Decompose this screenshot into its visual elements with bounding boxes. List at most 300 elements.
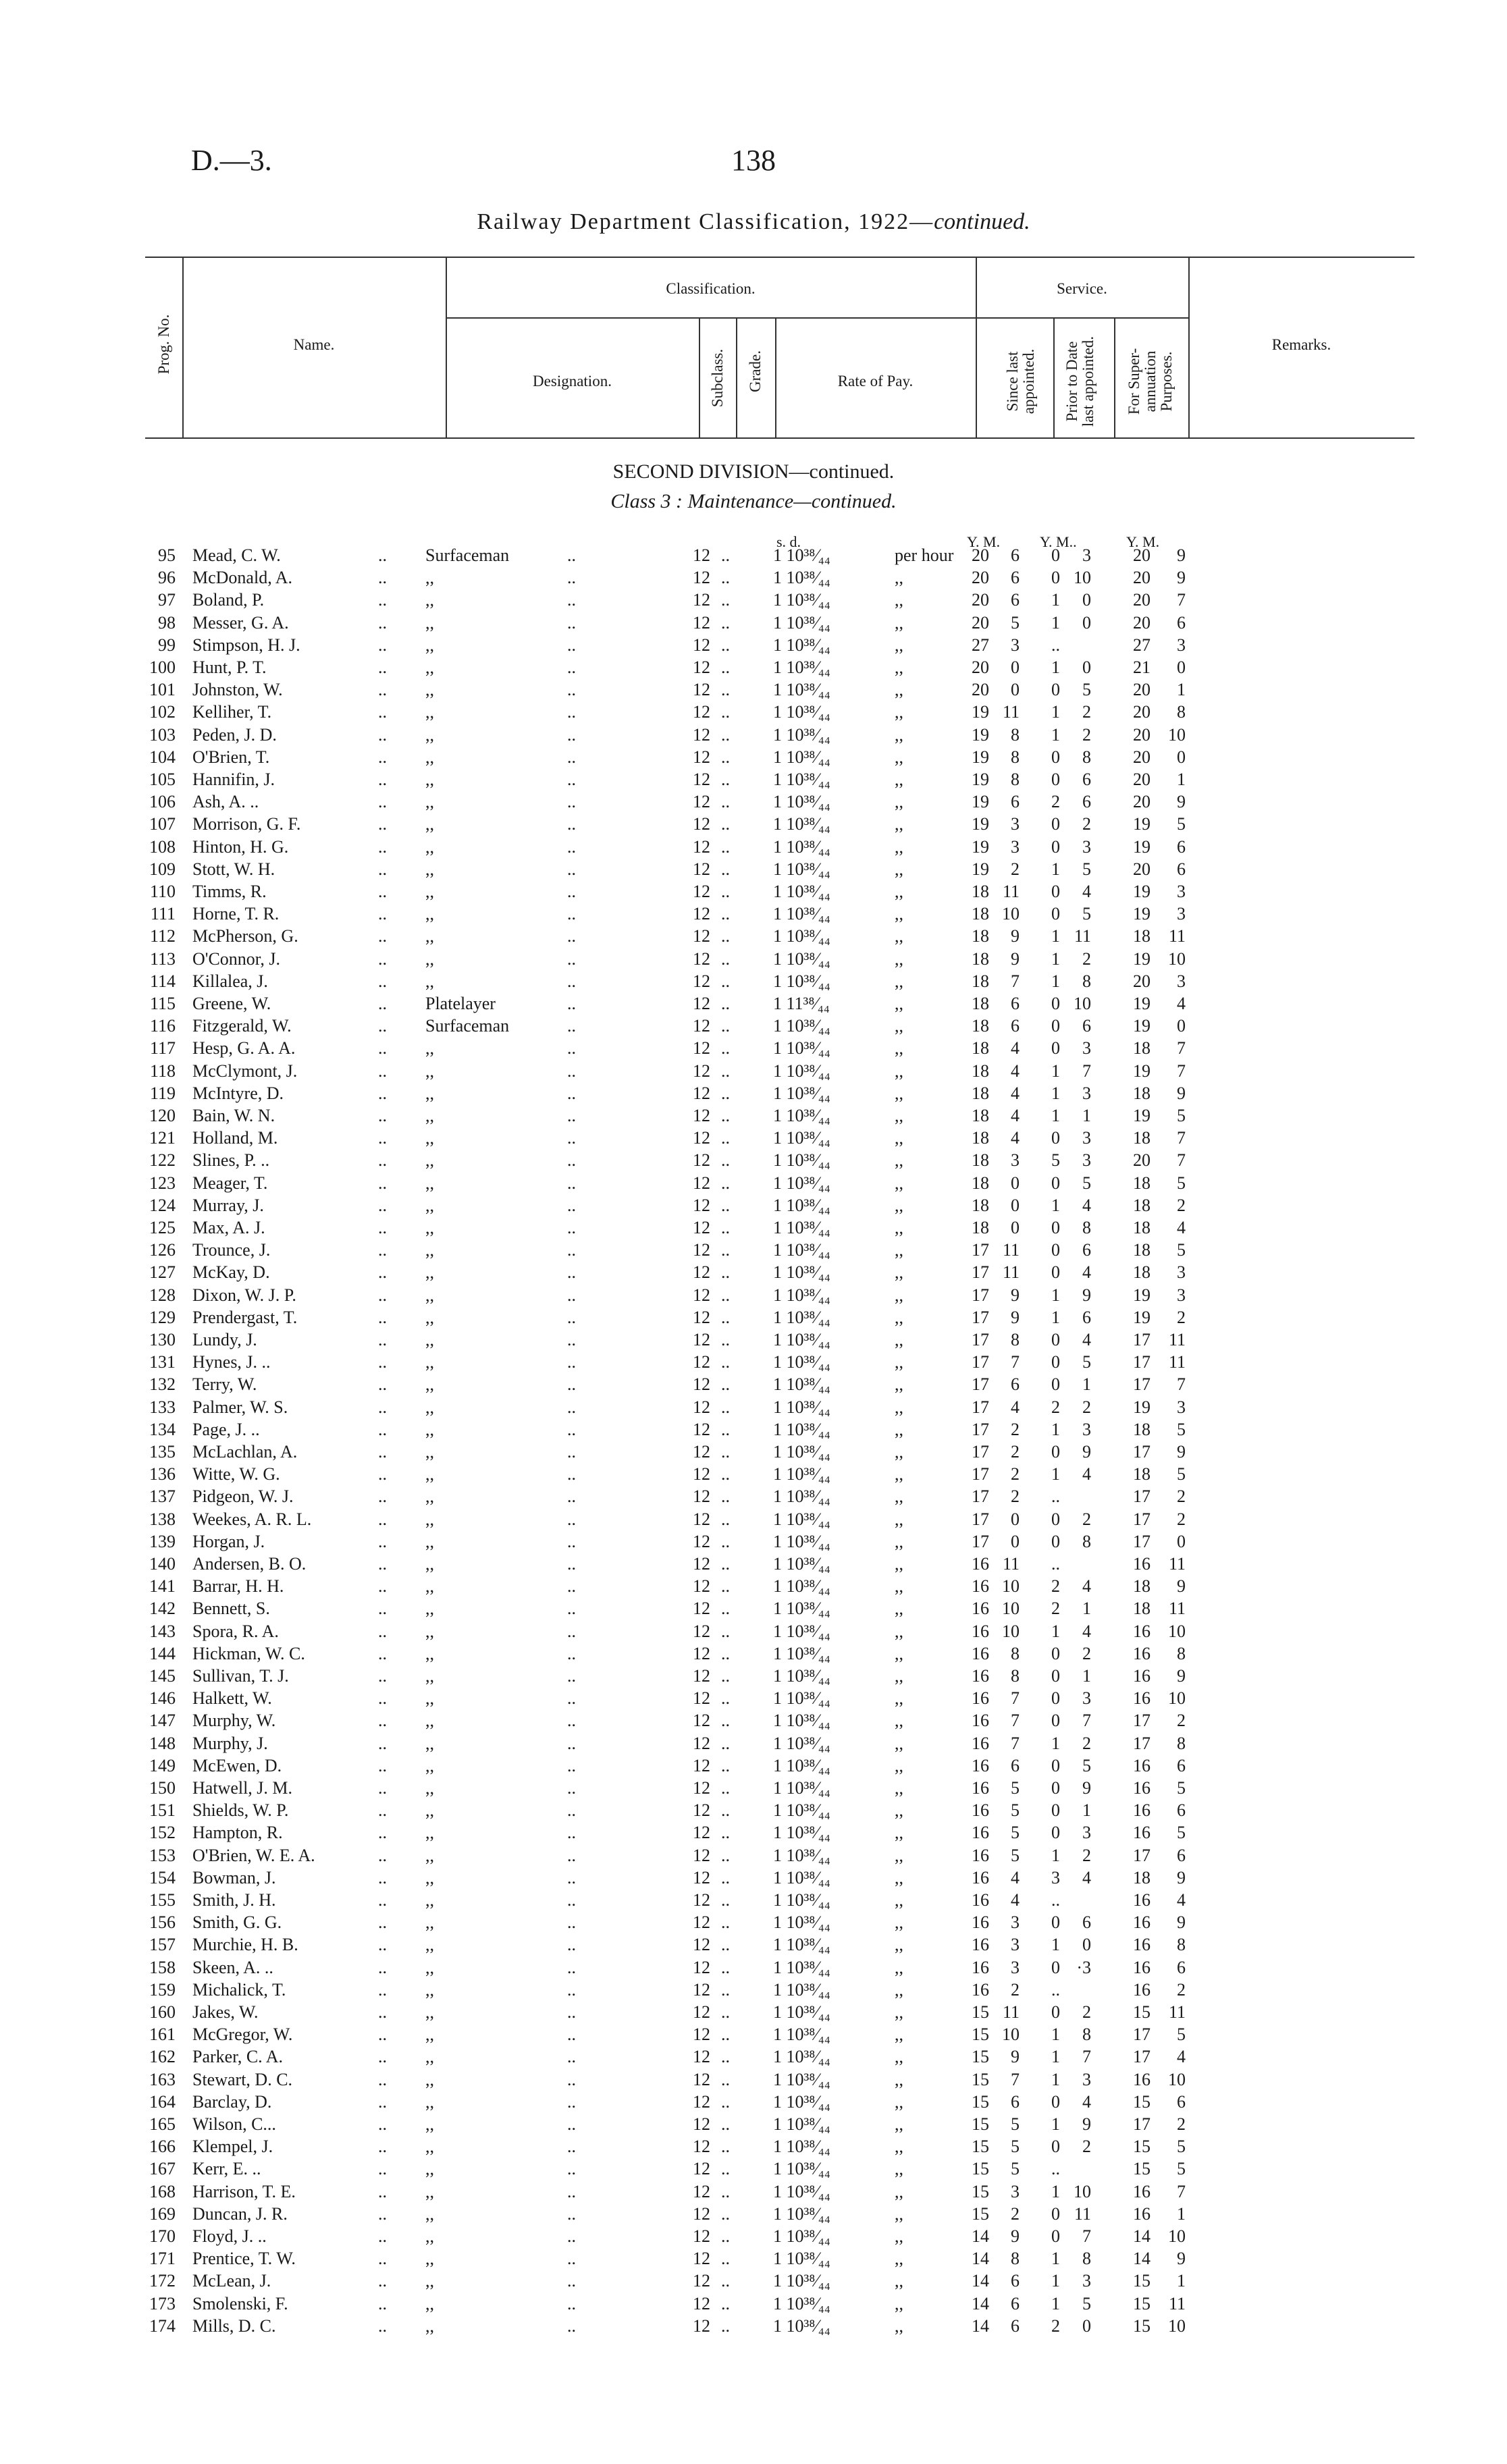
cell-since-years: 18 — [972, 882, 989, 901]
cell-since-months: 10 — [1002, 1576, 1020, 1597]
cell-rate: 1 10³⁸⁄₄₄ — [773, 904, 830, 924]
cell-since-years: 16 — [972, 1979, 989, 2000]
cell-prog-no: 95 — [158, 545, 176, 565]
dot-leader: .. — [567, 590, 576, 610]
cell-designation: ,, — [425, 1666, 434, 1686]
cell-prior-years: 1 — [1051, 971, 1060, 991]
cell-super-years: 20 — [1133, 702, 1151, 722]
cell-name: Hunt, P. T. — [192, 658, 267, 677]
cell-prog-no: 167 — [149, 2159, 176, 2179]
cell-per: ,, — [895, 926, 903, 946]
cell-prog-no: 129 — [149, 1307, 176, 1327]
cell-subclass: 12 — [693, 2069, 710, 2089]
dot-leader: .. — [721, 1711, 730, 1731]
cell-prior-years: 0 — [1051, 2203, 1060, 2224]
dot-leader: .. — [721, 1733, 730, 1753]
cell-since-years: 15 — [972, 2002, 989, 2022]
cell-per: ,, — [895, 1890, 903, 1910]
cell-super-months: 6 — [1177, 1755, 1186, 1775]
cell-subclass: 12 — [693, 1397, 710, 1417]
cell-since-years: 14 — [972, 2315, 989, 2336]
cell-since-years: 15 — [972, 2091, 989, 2112]
dot-leader: .. — [567, 1173, 576, 1193]
cell-since-months: 2 — [1011, 859, 1020, 879]
cell-designation: ,, — [425, 814, 434, 834]
dot-leader: .. — [567, 2114, 576, 2134]
cell-prior-months: 2 — [1082, 948, 1091, 969]
dot-leader: .. — [567, 1128, 576, 1148]
cell-super-years: 18 — [1133, 1419, 1151, 1439]
dot-leader: .. — [567, 2293, 576, 2313]
cell-super-years: 18 — [1133, 1128, 1151, 1148]
cell-since-months: 0 — [1011, 1218, 1020, 1237]
cell-super-years: 15 — [1133, 2159, 1151, 2179]
dot-leader: .. — [721, 1755, 730, 1775]
cell-designation: ,, — [425, 1755, 434, 1775]
cell-since-months: 6 — [1011, 1374, 1020, 1395]
cell-name: Jakes, W. — [192, 2002, 259, 2022]
cell-prior-years: 0 — [1051, 1262, 1060, 1283]
cell-super-months: 11 — [1168, 926, 1186, 946]
cell-since-months: 8 — [1011, 2249, 1020, 2269]
cell-since-months: 11 — [1002, 2002, 1020, 2022]
table-row — [0, 1262, 1507, 1285]
cell-prior-years: 1 — [1051, 926, 1060, 946]
table-row — [0, 882, 1507, 904]
dot-leader: .. — [721, 2137, 730, 2157]
cell-since-years: 15 — [972, 2025, 989, 2045]
table-row — [0, 568, 1507, 590]
cell-per: ,, — [895, 1912, 903, 1933]
dot-leader: .. — [721, 1240, 730, 1260]
dot-leader: .. — [567, 1083, 576, 1103]
table-row — [0, 1958, 1507, 1980]
cell-super-months: 0 — [1177, 747, 1186, 767]
cell-prior-years: .. — [1051, 1979, 1060, 2000]
cell-designation: ,, — [425, 2137, 434, 2157]
dot-leader: .. — [378, 1083, 387, 1103]
cell-name: Parker, C. A. — [192, 2047, 283, 2067]
cell-name: O'Brien, T. — [192, 747, 270, 767]
dot-leader: .. — [721, 1285, 730, 1305]
cell-per: ,, — [895, 2271, 903, 2291]
table-row — [0, 1352, 1507, 1374]
cell-prog-no: 125 — [149, 1218, 176, 1237]
dot-leader: .. — [721, 1867, 730, 1887]
cell-since-years: 18 — [972, 971, 989, 991]
cell-prior-months: 6 — [1082, 1307, 1091, 1327]
cell-since-months: 5 — [1011, 1823, 1020, 1843]
cell-prog-no: 106 — [149, 792, 176, 812]
table-row — [0, 1016, 1507, 1038]
cell-name: Dixon, W. J. P. — [192, 1285, 296, 1305]
table-row — [0, 2002, 1507, 2025]
cell-super-months: 8 — [1177, 702, 1186, 722]
cell-name: Murphy, W. — [192, 1711, 276, 1731]
cell-prior-months: 7 — [1082, 2047, 1091, 2067]
cell-designation: ,, — [425, 1957, 434, 1977]
cell-super-years: 18 — [1133, 1195, 1151, 1215]
cell-name: Halkett, W. — [192, 1688, 272, 1709]
cell-designation: ,, — [425, 1599, 434, 1619]
table-row — [0, 1173, 1507, 1196]
cell-super-years: 19 — [1133, 994, 1151, 1013]
dot-leader: .. — [378, 1823, 387, 1843]
cell-per: ,, — [895, 1374, 903, 1395]
cell-prior-months: 1 — [1082, 1599, 1091, 1619]
cell-prior-years: 1 — [1051, 1419, 1060, 1439]
cell-name: Stott, W. H. — [192, 859, 275, 879]
cell-rate: 1 10³⁸⁄₄₄ — [773, 971, 830, 991]
dot-leader: .. — [721, 1643, 730, 1663]
cell-prior-years: 0 — [1051, 1778, 1060, 1798]
dot-leader: .. — [378, 1935, 387, 1955]
dot-leader: .. — [567, 545, 576, 565]
cell-prior-years: 1 — [1051, 1083, 1060, 1103]
cell-since-months: 5 — [1011, 2137, 1020, 2157]
table-row — [0, 1128, 1507, 1150]
dot-leader: .. — [567, 1935, 576, 1955]
cell-prior-years: 1 — [1051, 1285, 1060, 1305]
cell-rate: 1 10³⁸⁄₄₄ — [773, 747, 830, 767]
cell-super-months: 6 — [1177, 1800, 1186, 1821]
cell-rate: 1 10³⁸⁄₄₄ — [773, 1576, 830, 1597]
cell-since-months: 3 — [1011, 1957, 1020, 1977]
cell-since-months: 9 — [1011, 1307, 1020, 1327]
cell-prior-months: 8 — [1082, 1531, 1091, 1551]
cell-designation: ,, — [425, 1464, 434, 1484]
dot-leader: .. — [378, 1307, 387, 1327]
cell-since-months: 4 — [1011, 1128, 1020, 1148]
cell-since-years: 16 — [972, 1643, 989, 1663]
cell-subclass: 12 — [693, 1173, 710, 1193]
cell-prior-months: 9 — [1082, 1442, 1091, 1462]
table-row — [0, 814, 1507, 836]
dot-leader: .. — [721, 836, 730, 857]
cell-per: ,, — [895, 702, 903, 722]
cell-name: Skeen, A. .. — [192, 1957, 273, 1977]
cell-name: McPherson, G. — [192, 926, 298, 946]
cell-super-months: 7 — [1177, 590, 1186, 610]
table-row — [0, 2204, 1507, 2226]
cell-prior-years: 0 — [1051, 1800, 1060, 1821]
cell-name: McKay, D. — [192, 1262, 270, 1283]
cell-designation: ,, — [425, 1419, 434, 1439]
cell-prior-years: 0 — [1051, 1374, 1060, 1395]
cell-super-months: 2 — [1177, 1509, 1186, 1529]
cell-rate: 1 10³⁸⁄₄₄ — [773, 2159, 830, 2179]
table-row — [0, 1487, 1507, 1509]
cell-per: ,, — [895, 1150, 903, 1171]
cell-name: Meager, T. — [192, 1173, 268, 1193]
cell-designation: ,, — [425, 658, 434, 677]
dot-leader: .. — [567, 1733, 576, 1753]
cell-prior-years: 0 — [1051, 568, 1060, 588]
dot-leader: .. — [567, 792, 576, 812]
cell-name: Prentice, T. W. — [192, 2249, 296, 2269]
cell-prog-no: 116 — [149, 1016, 176, 1036]
cell-since-years: 16 — [972, 1800, 989, 1821]
cell-prior-years: 0 — [1051, 904, 1060, 924]
cell-designation: ,, — [425, 1487, 434, 1507]
cell-since-years: 17 — [972, 1330, 989, 1349]
cell-since-years: 15 — [972, 2069, 989, 2089]
cell-since-months: 0 — [1011, 680, 1020, 700]
cell-since-months: 11 — [1002, 1240, 1020, 1260]
cell-prior-months: 0 — [1082, 658, 1091, 677]
cell-subclass: 12 — [693, 770, 710, 789]
cell-prior-months: 7 — [1082, 1061, 1091, 1081]
dot-leader: .. — [567, 1778, 576, 1798]
cell-since-months: 7 — [1011, 1688, 1020, 1709]
dot-leader: .. — [721, 1262, 730, 1283]
cell-since-years: 18 — [972, 1083, 989, 1103]
cell-name: Floyd, J. .. — [192, 2226, 267, 2246]
dot-leader: .. — [567, 1464, 576, 1484]
dot-leader: .. — [721, 2271, 730, 2291]
cell-designation: ,, — [425, 590, 434, 610]
cell-subclass: 12 — [693, 2271, 710, 2291]
cell-designation: ,, — [425, 1688, 434, 1709]
cell-prior-months: 6 — [1082, 1016, 1091, 1036]
cell-super-months: 10 — [1168, 2315, 1186, 2336]
cell-super-years: 20 — [1133, 612, 1151, 633]
dot-leader: .. — [378, 926, 387, 946]
cell-prior-months: 2 — [1082, 724, 1091, 745]
cell-since-months: 8 — [1011, 724, 1020, 745]
units-ym-since: Y. M. — [967, 533, 1001, 550]
dot-leader: .. — [378, 1979, 387, 2000]
cell-since-years: 20 — [972, 590, 989, 610]
cell-rate: 1 10³⁸⁄₄₄ — [773, 1823, 830, 1843]
cell-super-months: 5 — [1177, 1464, 1186, 1484]
cell-per: ,, — [895, 1106, 903, 1125]
dot-leader: .. — [567, 1150, 576, 1171]
cell-since-months: 3 — [1011, 1935, 1020, 1955]
dot-leader: .. — [567, 1240, 576, 1260]
cell-per: ,, — [895, 1038, 903, 1059]
dot-leader: .. — [721, 1890, 730, 1910]
cell-since-months: 10 — [1002, 1621, 1020, 1641]
cell-subclass: 12 — [693, 1374, 710, 1395]
cell-rate: 1 10³⁸⁄₄₄ — [773, 1643, 830, 1663]
cell-since-months: 9 — [1011, 2047, 1020, 2067]
dot-leader: .. — [567, 1912, 576, 1933]
dot-leader: .. — [567, 971, 576, 991]
table-row — [0, 1083, 1507, 1106]
dot-leader: .. — [721, 2181, 730, 2201]
cell-super-years: 19 — [1133, 1307, 1151, 1327]
dot-leader: .. — [378, 1845, 387, 1865]
dot-leader: .. — [721, 1666, 730, 1686]
cell-rate: 1 10³⁸⁄₄₄ — [773, 1218, 830, 1237]
cell-rate: 1 10³⁸⁄₄₄ — [773, 2203, 830, 2224]
cell-prog-no: 147 — [149, 1711, 176, 1731]
dot-leader: .. — [567, 2203, 576, 2224]
cell-prog-no: 168 — [149, 2181, 176, 2201]
cell-since-months: 8 — [1011, 1666, 1020, 1686]
cell-super-months: 8 — [1177, 1643, 1186, 1663]
title-main: Railway Department Classification, 1922— — [477, 209, 934, 234]
cell-prior-years: 1 — [1051, 1845, 1060, 1865]
cell-name: Duncan, J. R. — [192, 2203, 288, 2224]
dot-leader: .. — [567, 2226, 576, 2246]
cell-prog-no: 164 — [149, 2091, 176, 2112]
col-service: Service. — [1057, 280, 1107, 297]
dot-leader: .. — [567, 2315, 576, 2336]
cell-designation: ,, — [425, 1038, 434, 1059]
cell-rate: 1 10³⁸⁄₄₄ — [773, 1061, 830, 1081]
cell-since-months: 6 — [1011, 2271, 1020, 2291]
cell-super-months: 5 — [1177, 2025, 1186, 2045]
cell-since-years: 17 — [972, 1509, 989, 1529]
dot-leader: .. — [567, 747, 576, 767]
dot-leader: .. — [721, 724, 730, 745]
cell-per: ,, — [895, 2249, 903, 2269]
cell-name: Kelliher, T. — [192, 702, 272, 722]
dot-leader: .. — [567, 1800, 576, 1821]
cell-prog-no: 140 — [149, 1554, 176, 1574]
cell-prog-no: 135 — [149, 1442, 176, 1462]
dot-leader: .. — [567, 1285, 576, 1305]
cell-since-years: 15 — [972, 2159, 989, 2179]
cell-designation: ,, — [425, 1285, 434, 1305]
cell-since-months: 7 — [1011, 1711, 1020, 1731]
cell-prog-no: 120 — [149, 1106, 176, 1125]
cell-subclass: 12 — [693, 1083, 710, 1103]
table-row — [0, 725, 1507, 747]
cell-since-years: 14 — [972, 2293, 989, 2313]
dot-leader: .. — [567, 1487, 576, 1507]
cell-name: Trounce, J. — [192, 1240, 271, 1260]
cell-super-years: 16 — [1133, 1778, 1151, 1798]
cell-name: Hesp, G. A. A. — [192, 1038, 296, 1059]
dot-leader: .. — [721, 702, 730, 722]
cell-prior-months: 2 — [1082, 702, 1091, 722]
cell-super-months: 5 — [1177, 1419, 1186, 1439]
cell-since-months: 0 — [1011, 658, 1020, 677]
table-row — [0, 1935, 1507, 1957]
dot-leader: .. — [378, 1195, 387, 1215]
cell-super-months: 9 — [1177, 1666, 1186, 1686]
cell-prog-no: 144 — [149, 1643, 176, 1663]
cell-name: McClymont, J. — [192, 1061, 298, 1081]
cell-super-years: 27 — [1133, 635, 1151, 655]
cell-per: ,, — [895, 1688, 903, 1709]
cell-name: Weekes, A. R. L. — [192, 1509, 312, 1529]
cell-rate: 1 10³⁸⁄₄₄ — [773, 1979, 830, 2000]
cell-name: Palmer, W. S. — [192, 1397, 288, 1417]
cell-since-years: 15 — [972, 2114, 989, 2134]
cell-rate: 1 10³⁸⁄₄₄ — [773, 1464, 830, 1484]
cell-since-months: 6 — [1011, 1016, 1020, 1036]
cell-per: ,, — [895, 1464, 903, 1484]
cell-since-months: 5 — [1011, 612, 1020, 633]
cell-prog-no: 152 — [149, 1823, 176, 1843]
cell-rate: 1 10³⁸⁄₄₄ — [773, 1442, 830, 1462]
cell-subclass: 12 — [693, 1867, 710, 1887]
cell-since-months: 6 — [1011, 792, 1020, 812]
table-row — [0, 1666, 1507, 1688]
units-sd: s. d. — [776, 533, 801, 550]
dot-leader: .. — [567, 1621, 576, 1641]
cell-name: Hinton, H. G. — [192, 836, 289, 857]
cell-super-months: 5 — [1177, 1778, 1186, 1798]
cell-per: ,, — [895, 1935, 903, 1955]
dot-leader: .. — [721, 635, 730, 655]
cell-name: O'Brien, W. E. A. — [192, 1845, 315, 1865]
cell-designation: ,, — [425, 770, 434, 789]
dot-leader: .. — [378, 792, 387, 812]
cell-super-years: 20 — [1133, 590, 1151, 610]
cell-since-months: 9 — [1011, 1285, 1020, 1305]
col-prior: Prior to Date last appointed. — [1063, 336, 1096, 427]
cell-prior-months: 3 — [1082, 1419, 1091, 1439]
cell-prog-no: 130 — [149, 1330, 176, 1349]
cell-subclass: 12 — [693, 1666, 710, 1686]
cell-prior-months: 2 — [1082, 1845, 1091, 1865]
cell-prior-months: 4 — [1082, 2091, 1091, 2112]
cell-rate: 1 10³⁸⁄₄₄ — [773, 1621, 830, 1641]
dot-leader: .. — [721, 2025, 730, 2045]
cell-super-months: 5 — [1177, 1823, 1186, 1843]
cell-prior-months: 2 — [1082, 1397, 1091, 1417]
cell-rate: 1 10³⁸⁄₄₄ — [773, 2226, 830, 2246]
cell-designation: ,, — [425, 2114, 434, 2134]
cell-since-months: 7 — [1011, 1733, 1020, 1753]
col-grade: Grade. — [747, 350, 764, 392]
cell-prog-no: 174 — [149, 2315, 176, 2336]
cell-name: Bennett, S. — [192, 1599, 270, 1619]
cell-since-years: 16 — [972, 1867, 989, 1887]
dot-leader: .. — [721, 1957, 730, 1977]
cell-since-years: 17 — [972, 1419, 989, 1439]
cell-prior-months: 3 — [1082, 2271, 1091, 2291]
cell-name: McIntyre, D. — [192, 1083, 284, 1103]
cell-rate: 1 10³⁸⁄₄₄ — [773, 1531, 830, 1551]
cell-prog-no: 139 — [149, 1531, 176, 1551]
cell-rate: 1 10³⁸⁄₄₄ — [773, 702, 830, 722]
cell-per: ,, — [895, 1733, 903, 1753]
cell-designation: ,, — [425, 1935, 434, 1955]
cell-prog-no: 136 — [149, 1464, 176, 1484]
cell-prior-years: 0 — [1051, 1240, 1060, 1260]
cell-prog-no: 173 — [149, 2293, 176, 2313]
cell-per: ,, — [895, 1867, 903, 1887]
cell-rate: 1 10³⁸⁄₄₄ — [773, 1128, 830, 1148]
cell-per: ,, — [895, 2047, 903, 2067]
cell-since-years: 19 — [972, 724, 989, 745]
cell-designation: ,, — [425, 904, 434, 924]
cell-name: Peden, J. D. — [192, 724, 277, 745]
cell-subclass: 12 — [693, 2091, 710, 2112]
cell-since-years: 18 — [972, 1106, 989, 1125]
cell-rate: 1 10³⁸⁄₄₄ — [773, 1487, 830, 1507]
cell-subclass: 12 — [693, 1755, 710, 1775]
cell-super-months: 11 — [1168, 1330, 1186, 1349]
cell-prior-years: 0 — [1051, 1330, 1060, 1349]
cell-rate: 1 10³⁸⁄₄₄ — [773, 2047, 830, 2067]
cell-subclass: 12 — [693, 1307, 710, 1327]
cell-designation: ,, — [425, 1621, 434, 1641]
dot-leader: .. — [567, 770, 576, 789]
cell-prior-years: 1 — [1051, 2271, 1060, 2291]
cell-name: Hannifin, J. — [192, 770, 275, 789]
cell-super-months: 9 — [1177, 568, 1186, 588]
cell-per: ,, — [895, 1397, 903, 1417]
cell-per: ,, — [895, 2203, 903, 2224]
cell-rate: 1 11³⁸⁄₄₄ — [773, 994, 830, 1013]
